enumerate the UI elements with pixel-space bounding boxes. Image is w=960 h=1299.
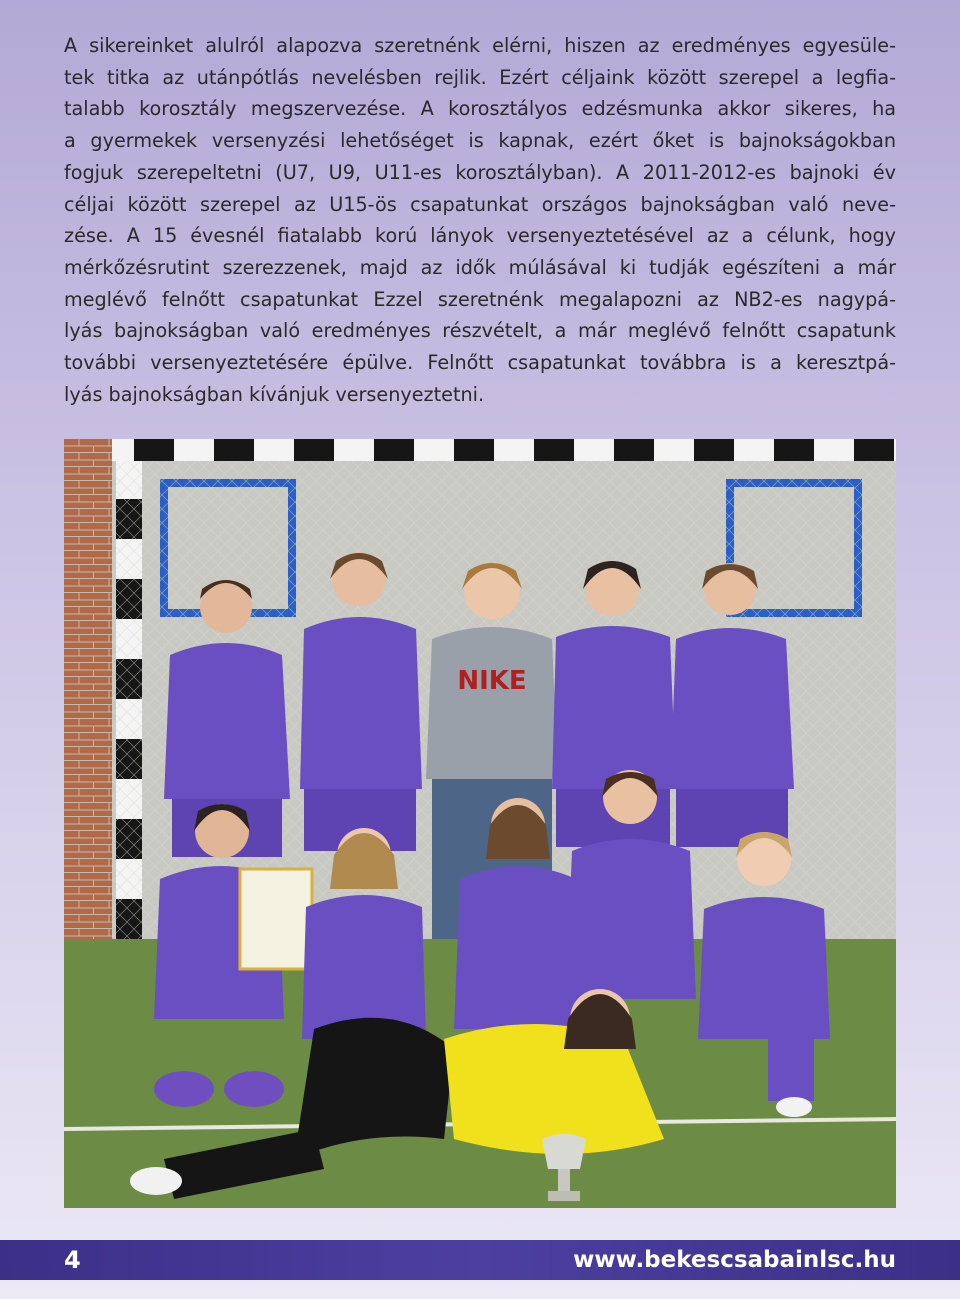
article-line: meglévő felnőtt csapatunkat Ezzel szeretnénk megalapozni az NB2-es nagypá- [64, 287, 896, 311]
shirt-text: NIKE [457, 666, 527, 696]
page-number: 4 [64, 1246, 81, 1274]
article-line-last: lyás bajnokságban kívánjuk versenyeztetni. [64, 382, 485, 406]
brick-column [64, 439, 112, 979]
article-line: a gyermekek versenyzési lehetőséget is kapnak, ezért őket is bajnokságokban [64, 129, 896, 153]
goal-crossbar [112, 439, 896, 461]
article-line: céljai között szerepel az U15-ös csapatunkat országos bajnokságban való neve- [64, 192, 896, 216]
article-line: fogjuk szerepeltetni (U7, U9, U11-es korosztályban). A 2011-2012-es bajnoki év [64, 160, 896, 184]
article-line: tek titka az utánpótlás nevelésben rejlik. Ezért céljaink között szerepel a legfia- [64, 65, 896, 89]
article-text [64, 30, 896, 410]
article-line: talabb korosztály megszervezése. A korosztályos edzésmunka akkor sikeres, ha [64, 97, 896, 121]
article-line: zése. A 15 évesnél fiatalabb korú lányok versenyeztetésével az a célunk, hogy [64, 224, 896, 248]
article-line: további versenyeztetésére épülve. Felnőtt csapatunkat továbbra is a keresztpá- [64, 351, 896, 375]
article-line: mérkőzésrutint szerezzenek, majd az idők múlásával ki tudják egészíteni a már [64, 255, 896, 279]
team-photo [64, 439, 896, 1208]
diploma [240, 869, 312, 969]
article-line: lyás bajnokságban való eredményes részvételt, a már meglévő felnőtt csapatunk [64, 319, 896, 343]
article-line: A sikereinket alulról alapozva szeretnénk elérni, hiszen az eredményes egyesüle- [64, 34, 896, 57]
website-url[interactable]: www.bekescsabainlsc.hu [573, 1247, 896, 1273]
